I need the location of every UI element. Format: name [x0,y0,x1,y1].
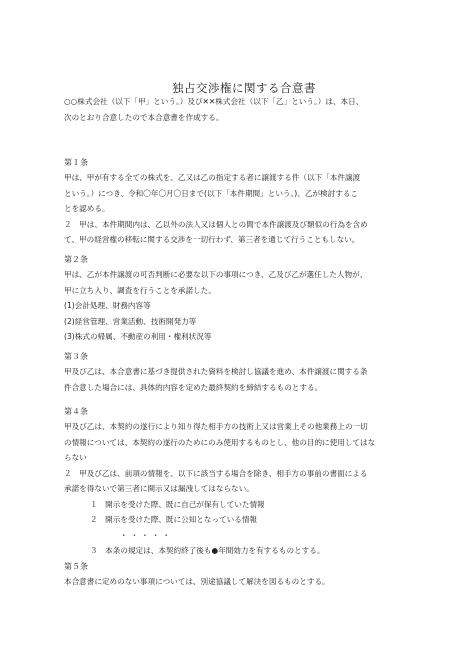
article-3-heading: 第３条 [64,352,88,361]
article-line: 甲に立ち入り、調査を行うことを承諾した。 [64,285,216,295]
article-line: 甲及び乙は、本合意書に基づき提供された資料を検討し協議を進め、本件譲渡に関する条 [64,367,368,376]
sublist-item: ２ 開示を受けた際、既に公知となっている情報 [90,515,258,524]
article-line: 本合意書に定めのない事項については、別途協議して解決を図るものとする。 [64,577,330,586]
article-2-body [64,267,424,345]
preamble-line: 次のとおり合意したので本合意書を作成する。 [64,112,224,122]
ellipsis: ・・・・・ [120,530,173,540]
preamble-line: ○○株式会社（以下「甲」という。）及び✕✕株式会社（以下「乙」という。）は、本日、 [64,97,364,106]
article-line: (3)株式の帰属、不動産の利用・権利状況等 [64,332,212,341]
article-1-body [64,170,424,248]
article-5-heading: 第５条 [64,562,88,571]
article-4-heading: 第４条 [64,407,88,416]
article-line: の情報については、本契約の遂行のためにのみ使用するものとし、他の目的に使用してはな [64,437,376,447]
document-title: 独占交渉権に関する合意書 [172,81,316,95]
article-line: ２ 甲及び乙は、前項の情報を、以下に該当する場合を除き、相手方の事前の書面による [64,468,368,478]
article-1-heading: 第１条 [64,158,88,167]
article-line: とを認める。 [64,204,110,213]
preamble [64,94,424,125]
article-line: ２ 甲は、本件期間内は、乙以外の法人又は個人との間で本件譲渡及び類似の行為を含め [64,219,368,229]
sublist-item: １ 開示を受けた際、既に自己が保有していた情報 [90,499,265,509]
article-line: 甲は、甲が有する全ての株式を、乙又は乙の指定する者に譲渡する件（以下「本件譲渡 [64,173,361,182]
article-line: (2)経営管理、営業活動、技術開発力等 [64,316,197,326]
article-2-heading: 第２条 [64,255,88,264]
article-line: 件合意した場合には、具体的内容を定めた最終契約を締結するものとする。 [64,382,323,392]
article-line: 承諾を得ないで第三者に開示又は漏洩してはならない。 [64,484,254,493]
article-line: 甲及び乙は、本契約の遂行により知り得た相手方の技術上又は営業上その他業務上の一切 [64,422,368,431]
article-4-body [64,419,424,559]
article-line: (1)会計処理、財務内容等 [64,301,151,310]
article-line: て、甲の経営権の移転に関する交渉を一切行わず、第三者を通じて行うこともしない。 [64,235,360,244]
article-line: という。）につき、令和〇年〇月〇日まで(以下「本件期間」という。)、乙が検討するこ [64,188,359,198]
article-line: らない [64,453,87,462]
article-closing-line: ３ 本条の規定は、本契約終了後も●年間効力を有するものとする。 [90,546,325,555]
article-3-body [64,364,424,395]
article-line: 甲は、乙が本件譲渡の可否判断に必要な以下の事項につき、乙及び乙が選任した人物が、 [64,270,368,279]
article-5-body [64,574,424,590]
